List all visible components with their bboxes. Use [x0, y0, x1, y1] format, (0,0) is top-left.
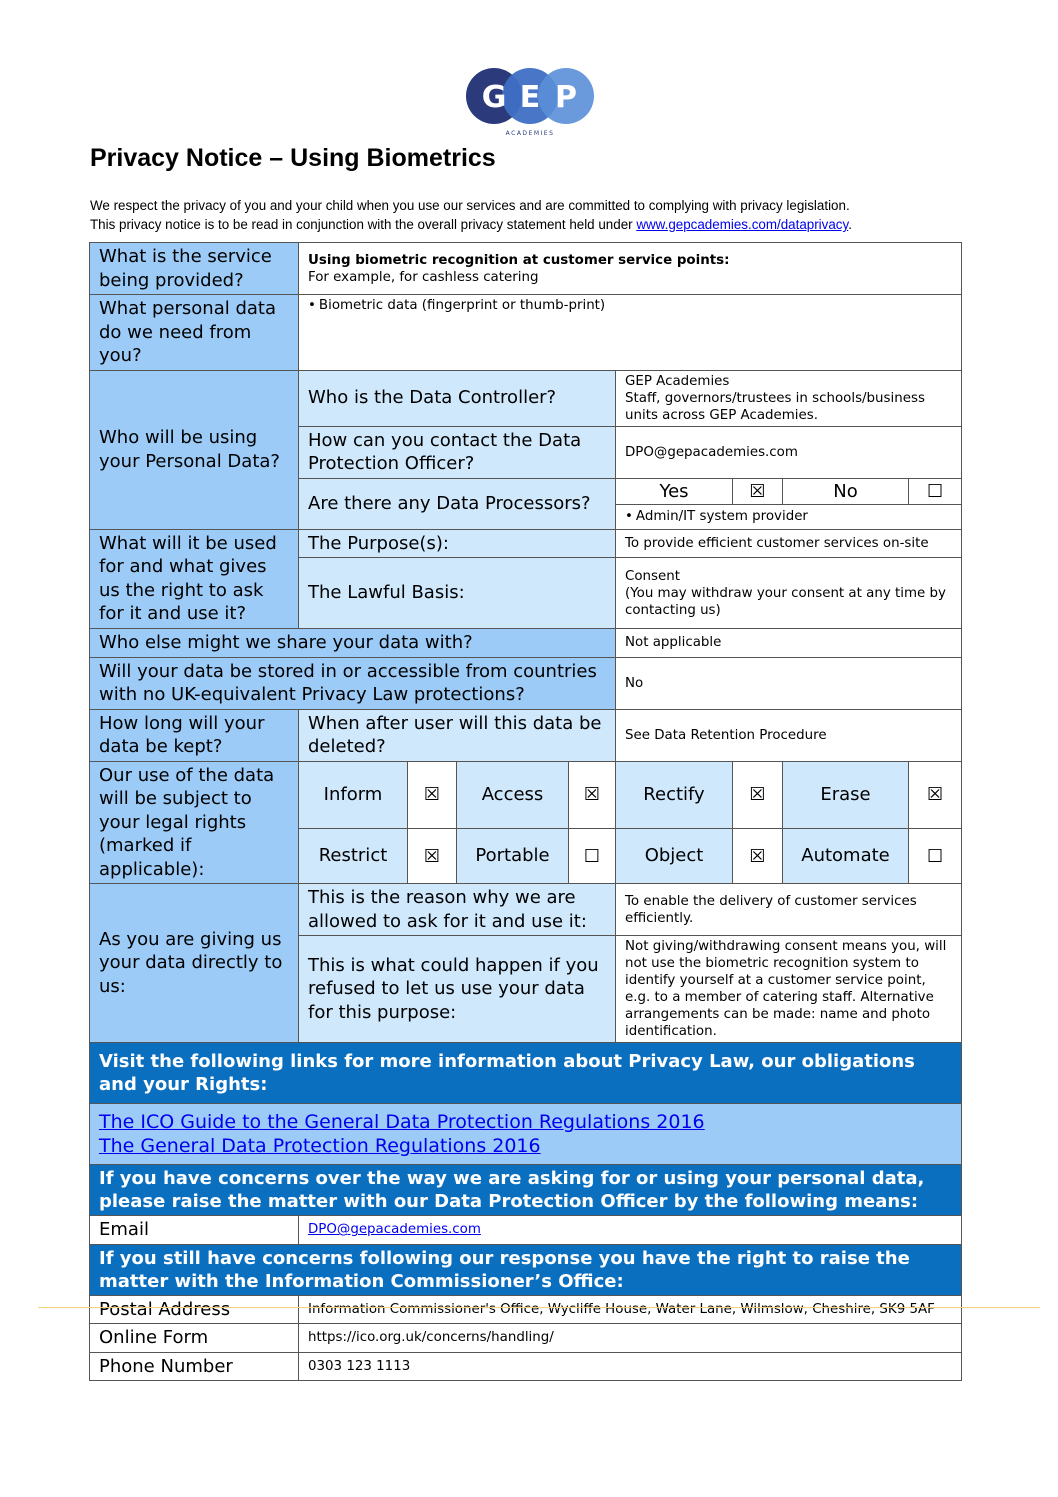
use-question: What will it be used for and what gives us the right to ask for it and use it? [90, 529, 299, 629]
phone-value: 0303 123 1113 [299, 1352, 962, 1381]
intro-line-1: We respect the privacy of you and your child when you use our services and are committed to complying with privacy legislation. [90, 198, 850, 213]
controller-question: Who is the Data Controller? [299, 370, 616, 426]
dpo-email-link[interactable]: DPO@gepacademies.com [308, 1222, 481, 1238]
personal-data-answer [299, 295, 962, 371]
who-question: Who will be using your Personal Data? [90, 370, 299, 529]
lawful-basis-question: The Lawful Basis: [299, 558, 616, 629]
links-header: Visit the following links for more information about Privacy Law, our obligations and your Rights: [90, 1043, 962, 1104]
right-portable-checkbox[interactable]: ☐ [569, 829, 616, 884]
right-object-checkbox[interactable]: ☒ [733, 829, 783, 884]
stored-question: Will your data be stored in or accessible from countries with no UK-equivalent Privacy Law protections? [90, 657, 616, 709]
right-automate-checkbox[interactable]: ☐ [909, 829, 962, 884]
controller-answer [616, 370, 962, 426]
right-erase-label: Erase [783, 761, 909, 829]
footer-divider [38, 1307, 1040, 1308]
service-answer-example: For example, for cashless catering [308, 269, 539, 285]
right-access-label: Access [457, 761, 569, 829]
email-value-cell [299, 1216, 962, 1245]
privacy-notice-table [89, 242, 962, 1381]
postal-value: Information Commissioner's Office, Wycliffe House, Water Lane, Wilmslow, Cheshire, SK9 5AF [299, 1295, 962, 1324]
retention-answer: See Data Retention Procedure [616, 709, 962, 761]
email-label: Email [90, 1216, 299, 1245]
logo-letter-g: G [481, 80, 507, 115]
logo-tagline: ACADEMIES [505, 130, 555, 137]
service-answer-title: Using biometric recognition at customer service points: [308, 252, 730, 268]
kept-question: How long will your data be kept? [90, 709, 299, 761]
processor-item-cell [616, 504, 962, 529]
right-automate-label: Automate [783, 829, 909, 884]
logo-letter-p: P [555, 80, 577, 115]
lawful-basis-withdraw: (You may withdraw your consent at any time by contacting us) [625, 585, 946, 618]
processors-question: Are there any Data Processors? [299, 478, 616, 529]
lawful-basis-consent: Consent [625, 568, 680, 584]
controller-detail: Staff, governors/trustees in schools/business units across GEP Academies. [625, 390, 925, 423]
right-rectify-checkbox[interactable]: ☒ [733, 761, 783, 829]
right-rectify-label: Rectify [616, 761, 733, 829]
refuse-question: This is what could happen if you refused to let us use your data for this purpose: [299, 936, 616, 1043]
gdpr-link[interactable]: The General Data Protection Regulations 2016 [99, 1135, 541, 1157]
logo-letter-e: E [519, 80, 541, 115]
right-erase-checkbox[interactable]: ☒ [909, 761, 962, 829]
page-title: Privacy Notice – Using Biometrics [90, 144, 496, 172]
dpo-question: How can you contact the Data Protection Officer? [299, 426, 616, 478]
concerns-header: If you have concerns over the way we are asking for or using your personal data, please raise the matter with our Data Protection Officer by the following means: [90, 1165, 962, 1216]
yes-checkbox[interactable]: ☒ [733, 478, 783, 504]
lawful-basis-answer [616, 558, 962, 629]
refuse-answer: Not giving/withdrawing consent means you, will not use the biometric recognition system to identify yourself at a customer service point, e.g. to a member of catering staff. Alternative arrangements can be made: name and photo identification. [616, 936, 962, 1043]
personal-data-question: What personal data do we need from you? [90, 295, 299, 371]
purpose-answer: To provide efficient customer services on-site [616, 529, 962, 558]
dpo-answer: DPO@gepacademies.com [616, 426, 962, 478]
data-privacy-link[interactable]: www.gepcademies.com/dataprivacy [636, 217, 849, 232]
direct-question: As you are giving us your data directly to us: [90, 884, 299, 1043]
controller-name: GEP Academies [625, 373, 730, 389]
yes-label: Yes [616, 478, 733, 504]
gep-academies-logo [462, 68, 598, 138]
ico-header: If you still have concerns following our response you have the right to raise the matter with the Information Commissioner’s Office: [90, 1244, 962, 1295]
right-restrict-label: Restrict [299, 829, 408, 884]
online-form-value: https://ico.org.uk/concerns/handling/ [299, 1324, 962, 1353]
deleted-question: When after user will this data be deleted? [299, 709, 616, 761]
right-inform-checkbox[interactable]: ☒ [408, 761, 457, 829]
right-portable-label: Portable [457, 829, 569, 884]
service-answer [299, 243, 962, 295]
no-checkbox[interactable]: ☐ [909, 478, 962, 504]
service-question: What is the service being provided? [90, 243, 299, 295]
reason-answer: To enable the delivery of customer services efficiently. [616, 884, 962, 936]
right-restrict-checkbox[interactable]: ☒ [408, 829, 457, 884]
online-form-label: Online Form [90, 1324, 299, 1353]
processor-item: • Admin/IT system provider [625, 509, 808, 524]
links-cell [90, 1104, 962, 1165]
right-object-label: Object [616, 829, 733, 884]
intro-text [90, 196, 970, 234]
ico-guide-link[interactable]: The ICO Guide to the General Data Protection Regulations 2016 [99, 1111, 705, 1133]
rights-question: Our use of the data will be subject to your legal rights (marked if applicable): [90, 761, 299, 884]
right-access-checkbox[interactable]: ☒ [569, 761, 616, 829]
share-answer: Not applicable [616, 629, 962, 658]
purpose-question: The Purpose(s): [299, 529, 616, 558]
share-question: Who else might we share your data with? [90, 629, 616, 658]
personal-data-item: • Biometric data (fingerprint or thumb-print) [308, 298, 605, 313]
stored-answer: No [616, 657, 962, 709]
intro-line-2-suffix: . [848, 217, 852, 232]
postal-label: Postal Address [90, 1295, 299, 1324]
intro-line-2-prefix: This privacy notice is to be read in conjunction with the overall privacy statement held under [90, 217, 637, 232]
right-inform-label: Inform [299, 761, 408, 829]
intro-line-2 [90, 215, 970, 234]
no-label: No [783, 478, 909, 504]
phone-label: Phone Number [90, 1352, 299, 1381]
reason-question: This is the reason why we are allowed to ask for it and use it: [299, 884, 616, 936]
